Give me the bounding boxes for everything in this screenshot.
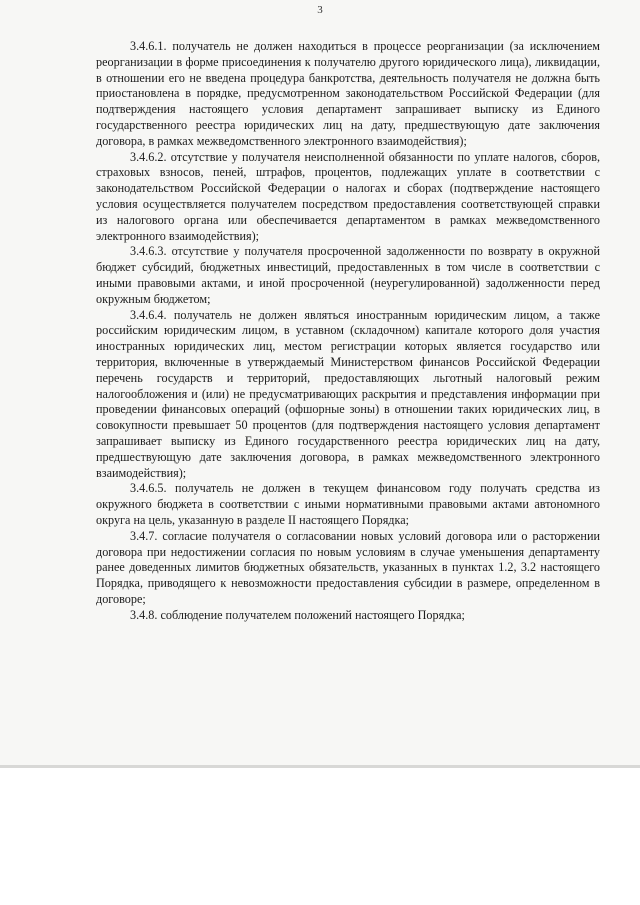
paragraph-3-4-6-1: 3.4.6.1. получатель не должен находиться в процессе реорганизации (за исключением реорганизации в форме присоединения к получателю другого юридического лица), ликвидации, в отношении его не введена процедура банкротства, деятельность получателя не должна быть приостановлена в порядке, предусмотренном законодательством Российской Федерации (для подтверждения настоящего условия департамент запрашивает выписку из Единого государственного реестра юридических лиц на дату, предшествующую дате заключения договора, в рамках межведомственного электронного взаимодействия); [96,39,600,148]
paragraph-3-4-6-4: 3.4.6.4. получатель не должен являться иностранным юридическим лицом, а также российским юридическим лицом, в уставном (складочном) капитале которого доля участия иностранных юридических лиц, местом регистрации которых является государство или территория, включенные в утверждаемый Министерством финансов Российской Федерации перечень государств и территорий, предоставляющих льготный налоговый режим налогообложения и (или) не предусматривающих раскрытия и представления информации при проведении финансовых операций (офшорные зоны) в отношении таких юридических лиц, в совокупности превышает 50 процентов (для подтверждения настоящего условия департамент запрашивает выписку из Единого государственного реестра юридических лиц на дату, предшествующую дате заключения договора, в рамках межведомственного электронного взаимодействия); [96,307,600,480]
page-number: 3 [317,4,323,16]
paragraph-3-4-6-5: 3.4.6.5. получатель не должен в текущем финансовом году получать средства из окружного бюджета в соответствии с иными нормативными правовыми актами автономного округа на цель, указанную в разделе II настоящего Порядка; [96,481,600,527]
document-body [96,39,600,623]
paragraph-3-4-8: 3.4.8. соблюдение получателем положений настоящего Порядка; [130,607,465,622]
paragraph-3-4-6-3: 3.4.6.3. отсутствие у получателя просроченной задолженности по возврату в окружной бюджет субсидий, бюджетных инвестиций, предоставленных в том числе в соответствии с иными правовыми актами, и иной просроченной (неурегулированной) задолженности перед окружным бюджетом; [96,244,600,306]
paragraph-3-4-6-2: 3.4.6.2. отсутствие у получателя неисполненной обязанности по уплате налогов, сборов, страховых взносов, пеней, штрафов, процентов, подлежащих уплате в соответствии с законодательством Российской Федерации о налогах и сборах (подтверждение настоящего условия осуществляется получателем посредством предоставления соответствующей справки из налогового органа или обеспечивается департаментом в рамках межведомственного электронного взаимодействия); [96,149,600,243]
paragraph-3-4-7: 3.4.7. согласие получателя о согласовании новых условий договора или о расторжении договора при недостижении согласия по новым условиям в случае уменьшения департаменту ранее доведенных лимитов бюджетных обязательств, указанных в пунктах 1.2, 3.2 настоящего Порядка, приводящего к невозможности предоставления субсидии в размере, определенном в договоре; [96,528,600,606]
page-edge-divider [0,765,640,768]
